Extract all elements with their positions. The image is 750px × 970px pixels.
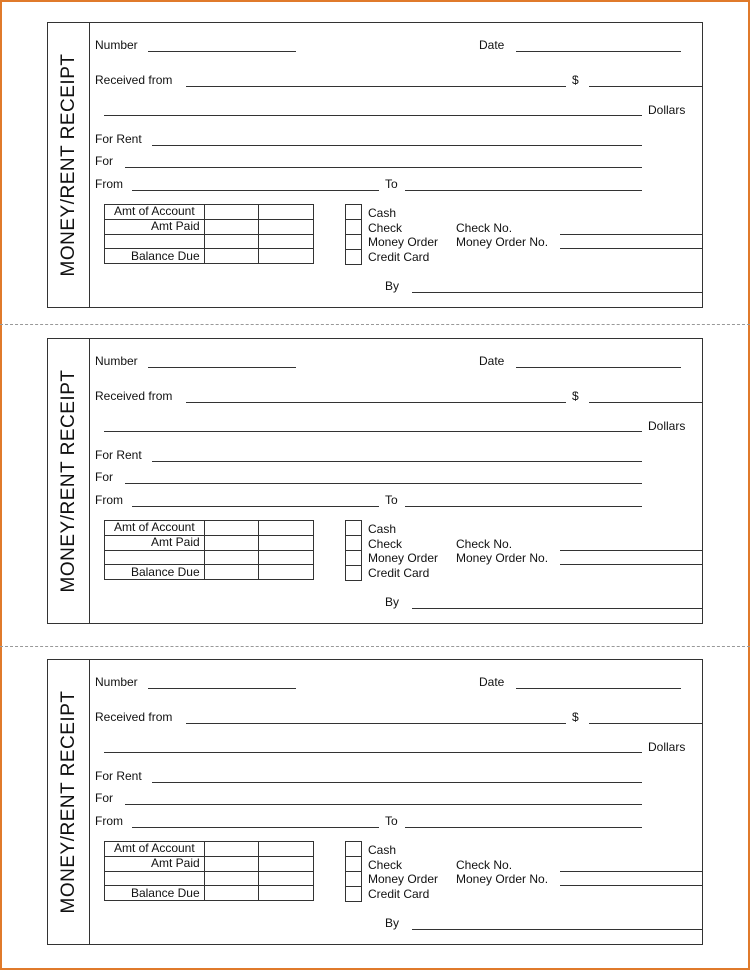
- money-order-no-field[interactable]: [560, 248, 703, 249]
- from-date-field[interactable]: [132, 190, 379, 191]
- amt-of-account-cell[interactable]: [204, 842, 259, 857]
- by-label: By: [385, 595, 400, 609]
- amt-paid-cell[interactable]: [259, 856, 314, 871]
- receipt-title-band: [48, 660, 90, 944]
- table-row: [105, 249, 314, 264]
- money-order-no-label: Money Order No.: [456, 235, 549, 249]
- from-date-field[interactable]: [132, 827, 379, 828]
- money-order-label: Money Order: [368, 235, 439, 249]
- dollars-written-field[interactable]: [104, 752, 642, 753]
- money-order-checkbox[interactable]: [345, 872, 362, 887]
- receipt-form: [47, 22, 703, 308]
- table-row: [105, 550, 314, 565]
- balance-due-cell[interactable]: [259, 249, 314, 264]
- check-checkbox[interactable]: [345, 857, 362, 872]
- received-from-field[interactable]: [186, 402, 566, 403]
- number-field[interactable]: [148, 688, 296, 689]
- received-from-field[interactable]: [186, 86, 566, 87]
- table-row: [105, 535, 314, 550]
- amt-paid-cell[interactable]: [259, 219, 314, 234]
- by-label: By: [385, 279, 400, 293]
- to-label: To: [385, 493, 398, 507]
- dollar-sign-label: $: [572, 73, 579, 87]
- payment-checkbox-group: [345, 204, 362, 265]
- table-row: [105, 871, 314, 886]
- dollars-written-field[interactable]: [104, 431, 642, 432]
- check-checkbox[interactable]: [345, 536, 362, 551]
- check-no-label: Check No.: [456, 858, 513, 872]
- to-date-field[interactable]: [405, 190, 642, 191]
- money-order-no-label: Money Order No.: [456, 551, 549, 565]
- table-row: [105, 205, 314, 220]
- check-no-field[interactable]: [560, 871, 703, 872]
- table-row: [105, 856, 314, 871]
- money-order-label: Money Order: [368, 551, 439, 565]
- date-field[interactable]: [516, 51, 681, 52]
- for-rent-label: For Rent: [95, 769, 142, 783]
- amt-paid-label: Amt Paid: [105, 219, 205, 234]
- amt-paid-label: Amt Paid: [105, 856, 205, 871]
- receipt-form: [47, 338, 703, 624]
- check-label: Check: [368, 221, 403, 235]
- receipt-title: MONEY/RENT RECEIPT: [57, 53, 79, 277]
- from-label: From: [95, 814, 123, 828]
- balance-due-cell[interactable]: [204, 249, 259, 264]
- credit-card-checkbox[interactable]: [345, 250, 362, 265]
- for-label: For: [95, 154, 113, 168]
- received-from-label: Received from: [95, 73, 173, 87]
- dollars-written-field[interactable]: [104, 115, 642, 116]
- receipt-title-band: [48, 23, 90, 307]
- balance-due-cell[interactable]: [259, 565, 314, 580]
- table-row: [105, 842, 314, 857]
- date-field[interactable]: [516, 688, 681, 689]
- number-label: Number: [95, 354, 138, 368]
- check-no-label: Check No.: [456, 537, 513, 551]
- money-order-label: Money Order: [368, 872, 439, 886]
- amount-table: [104, 841, 314, 901]
- credit-card-checkbox[interactable]: [345, 566, 362, 581]
- number-field[interactable]: [148, 367, 296, 368]
- dollars-label: Dollars: [648, 103, 686, 117]
- credit-card-checkbox[interactable]: [345, 887, 362, 902]
- to-label: To: [385, 177, 398, 191]
- to-date-field[interactable]: [405, 506, 642, 507]
- amt-paid-cell[interactable]: [204, 535, 259, 550]
- amt-of-account-cell[interactable]: [259, 842, 314, 857]
- amt-of-account-cell[interactable]: [204, 521, 259, 536]
- dollars-label: Dollars: [648, 419, 686, 433]
- signature-field[interactable]: [412, 292, 703, 293]
- for-field[interactable]: [125, 167, 642, 168]
- amt-paid-cell[interactable]: [259, 535, 314, 550]
- credit-card-label: Credit Card: [368, 250, 430, 264]
- credit-card-label: Credit Card: [368, 887, 430, 901]
- receipt-title-band: [48, 339, 90, 623]
- money-order-no-field[interactable]: [560, 885, 703, 886]
- date-label: Date: [479, 38, 505, 52]
- table-row: [105, 234, 314, 249]
- blank-row-cell[interactable]: [204, 871, 259, 886]
- money-order-no-label: Money Order No.: [456, 872, 549, 886]
- table-row: [105, 886, 314, 901]
- amt-of-account-label: Amt of Account: [105, 842, 205, 857]
- from-label: From: [95, 177, 123, 191]
- balance-due-cell[interactable]: [204, 886, 259, 901]
- amt-paid-cell[interactable]: [204, 219, 259, 234]
- blank-row-cell[interactable]: [259, 871, 314, 886]
- blank-row-cell[interactable]: [259, 550, 314, 565]
- amount-field[interactable]: [589, 402, 703, 403]
- number-label: Number: [95, 38, 138, 52]
- cut-line-divider: [0, 324, 750, 325]
- balance-due-label: Balance Due: [105, 565, 205, 580]
- for-field[interactable]: [125, 804, 642, 805]
- payment-checkbox-group: [345, 841, 362, 902]
- cash-label: Cash: [368, 522, 397, 536]
- amt-of-account-label: Amt of Account: [105, 521, 205, 536]
- check-no-field[interactable]: [560, 550, 703, 551]
- table-row: [105, 565, 314, 580]
- check-no-label: Check No.: [456, 221, 513, 235]
- amt-of-account-cell[interactable]: [259, 521, 314, 536]
- money-order-no-field[interactable]: [560, 564, 703, 565]
- cut-line-divider: [0, 646, 750, 647]
- credit-card-label: Credit Card: [368, 566, 430, 580]
- for-rent-field[interactable]: [152, 461, 642, 462]
- table-row: [105, 219, 314, 234]
- date-field[interactable]: [516, 367, 681, 368]
- check-label: Check: [368, 858, 403, 872]
- for-label: For: [95, 791, 113, 805]
- for-label: For: [95, 470, 113, 484]
- amount-table: [104, 520, 314, 580]
- received-from-label: Received from: [95, 389, 173, 403]
- for-rent-label: For Rent: [95, 448, 142, 462]
- amount-table: [104, 204, 314, 264]
- blank-row-label: [105, 234, 205, 249]
- blank-row-cell[interactable]: [204, 234, 259, 249]
- cash-checkbox[interactable]: [345, 520, 362, 536]
- amt-of-account-cell[interactable]: [204, 205, 259, 220]
- from-date-field[interactable]: [132, 506, 379, 507]
- table-row: [105, 521, 314, 536]
- receipt-title: MONEY/RENT RECEIPT: [57, 369, 79, 593]
- balance-due-cell[interactable]: [204, 565, 259, 580]
- number-field[interactable]: [148, 51, 296, 52]
- check-no-field[interactable]: [560, 234, 703, 235]
- from-label: From: [95, 493, 123, 507]
- dollar-sign-label: $: [572, 710, 579, 724]
- payment-checkbox-group: [345, 520, 362, 581]
- date-label: Date: [479, 354, 505, 368]
- cash-checkbox[interactable]: [345, 204, 362, 220]
- money-order-checkbox[interactable]: [345, 235, 362, 250]
- balance-due-label: Balance Due: [105, 249, 205, 264]
- received-from-label: Received from: [95, 710, 173, 724]
- balance-due-cell[interactable]: [259, 886, 314, 901]
- signature-field[interactable]: [412, 929, 703, 930]
- dollars-label: Dollars: [648, 740, 686, 754]
- number-label: Number: [95, 675, 138, 689]
- blank-row-label: [105, 871, 205, 886]
- to-date-field[interactable]: [405, 827, 642, 828]
- blank-row-label: [105, 550, 205, 565]
- receipt-title: MONEY/RENT RECEIPT: [57, 690, 79, 914]
- receipt-form: [47, 659, 703, 945]
- dollar-sign-label: $: [572, 389, 579, 403]
- amt-of-account-cell[interactable]: [259, 205, 314, 220]
- signature-field[interactable]: [412, 608, 703, 609]
- check-label: Check: [368, 537, 403, 551]
- amount-field[interactable]: [589, 723, 703, 724]
- date-label: Date: [479, 675, 505, 689]
- to-label: To: [385, 814, 398, 828]
- blank-row-cell[interactable]: [259, 234, 314, 249]
- cash-label: Cash: [368, 843, 397, 857]
- amt-paid-label: Amt Paid: [105, 535, 205, 550]
- amt-of-account-label: Amt of Account: [105, 205, 205, 220]
- cash-label: Cash: [368, 206, 397, 220]
- check-checkbox[interactable]: [345, 220, 362, 235]
- for-rent-field[interactable]: [152, 782, 642, 783]
- cash-checkbox[interactable]: [345, 841, 362, 857]
- for-rent-field[interactable]: [152, 145, 642, 146]
- balance-due-label: Balance Due: [105, 886, 205, 901]
- by-label: By: [385, 916, 400, 930]
- received-from-field[interactable]: [186, 723, 566, 724]
- blank-row-cell[interactable]: [204, 550, 259, 565]
- amt-paid-cell[interactable]: [204, 856, 259, 871]
- money-order-checkbox[interactable]: [345, 551, 362, 566]
- for-rent-label: For Rent: [95, 132, 142, 146]
- for-field[interactable]: [125, 483, 642, 484]
- amount-field[interactable]: [589, 86, 703, 87]
